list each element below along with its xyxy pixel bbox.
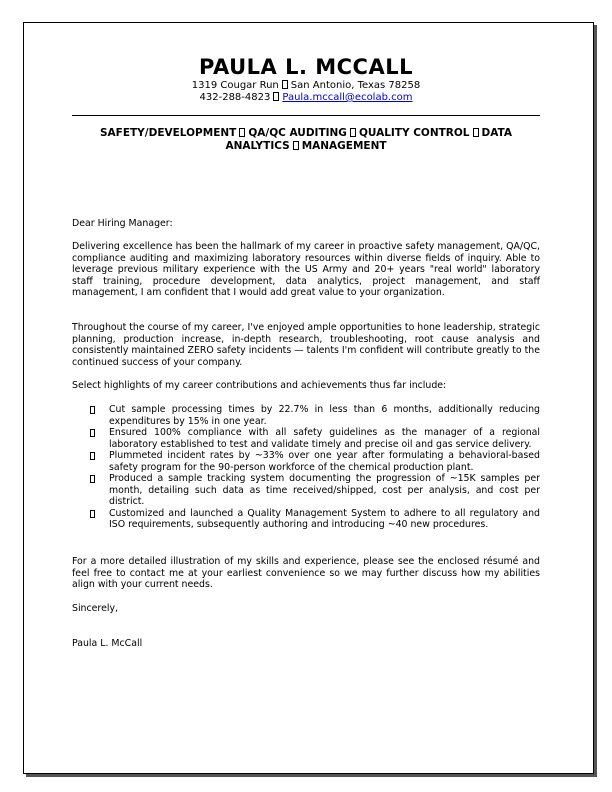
separator-icon	[282, 80, 288, 89]
salutation: Dear Hiring Manager:	[72, 218, 173, 229]
bullet-icon	[90, 510, 95, 518]
email-link[interactable]: Paula.mccall@ecolab.com	[282, 92, 413, 103]
separator-icon	[473, 128, 479, 137]
signature-name: Paula L. McCall	[72, 638, 143, 649]
list-item-text: Cut sample processing times by 22.7% in less than 6 months, additionally reducing expenditures by 15% in one year.	[109, 404, 540, 427]
header-divider	[72, 115, 540, 116]
list-item	[90, 508, 540, 531]
list-item-text: Plummeted incident rates by ~33% over one year after formulating a behavioral-based safety program for the 90-person workforce of the chemical production plant.	[109, 450, 540, 473]
separator-icon	[350, 128, 356, 137]
bullet-icon	[90, 429, 95, 437]
list-item-text: Ensured 100% compliance with all safety guidelines as the manager of a regional laboratory established to test and validate timely and precise oil and gas service delivery.	[109, 427, 540, 450]
achievements-list	[90, 404, 540, 531]
address-line	[0, 80, 612, 91]
bullet-icon	[90, 475, 95, 483]
headline-item: MANAGEMENT	[301, 140, 387, 152]
list-item	[90, 404, 540, 427]
paragraph-skills: Throughout the course of my career, I've enjoyed ample opportunities to hone leadership, strategic planning, production increase, in-depth research, troubleshooting, root cause analysis and consistently maintained ZERO safety incidents — talents I'm confident will contribute greatly to the continued success of your company.	[72, 322, 541, 368]
separator-icon	[239, 128, 245, 137]
paragraph-highlights-intro: Select highlights of my career contributions and achievements thus far include:	[72, 380, 447, 391]
list-item	[90, 473, 540, 508]
phone-number: 432-288-4823	[199, 92, 271, 103]
headline-item: QUALITY CONTROL	[358, 127, 470, 139]
applicant-name: PAULA L. MCCALL	[199, 55, 413, 79]
headline-item: DATA ANALYTICS	[225, 127, 513, 152]
list-item-text: Customized and launched a Quality Management System to adhere to all regulatory and ISO requirements, subsequently authoring and introducing ~40 new procedures.	[109, 507, 540, 530]
closing-phrase: Sincerely,	[72, 603, 118, 614]
paragraph-closing: For a more detailed illustration of my skills and experience, please see the enclosed résumé and feel free to contact me at your earliest convenience so we may further discuss how my abilities align with your current needs.	[72, 556, 540, 590]
separator-icon	[293, 141, 299, 150]
paragraph-intro: Delivering excellence has been the hallmark of my career in proactive safety management, QA/QC, compliance auditing and maximizing laboratory resources within diverse fields of inquiry. Able to leverage previous military experience with the US Army and 20+ years "real world" laboratory staff training, procedure development, data analytics, project management, and staff management, I am confident that I would add great value to your organization.	[72, 241, 540, 298]
separator-icon	[273, 92, 279, 101]
headline-item: SAFETY/DEVELOPMENT	[99, 127, 237, 139]
headline-banner	[72, 127, 540, 153]
city-state-zip: San Antonio, Texas 78258	[290, 80, 421, 91]
headline-item: QA/QC AUDITING	[248, 127, 347, 139]
contact-line	[0, 92, 612, 103]
bullet-icon	[90, 452, 95, 460]
list-item-text: Produced a sample tracking system documenting the progression of ~15K samples per month, detailing such data as time received/shipped, cost per analysis, and cost per district.	[109, 473, 540, 507]
list-item	[90, 427, 540, 450]
bullet-icon	[90, 406, 95, 414]
street-address: 1319 Cougar Run	[191, 80, 279, 91]
list-item	[90, 450, 540, 473]
